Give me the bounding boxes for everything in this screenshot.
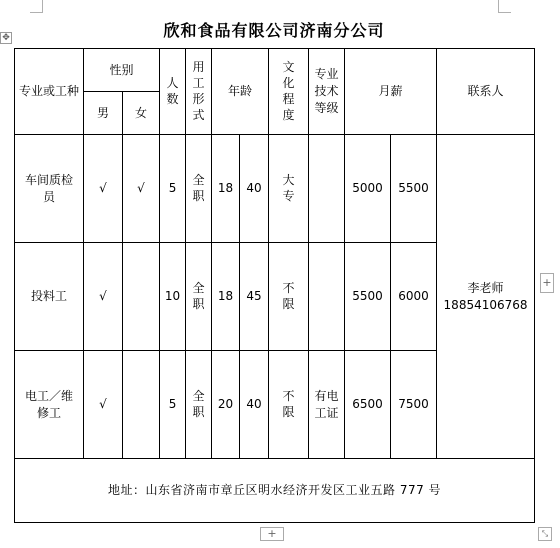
- cell-age-min: 20: [212, 351, 240, 459]
- header-male: 男: [84, 92, 123, 135]
- cell-job: 电工／维修工: [15, 351, 84, 459]
- cell-salary-min: 5000: [345, 135, 391, 243]
- header-employment-type: 用工形式: [186, 49, 212, 135]
- cell-count: 5: [160, 135, 186, 243]
- cell-age-max: 40: [240, 351, 269, 459]
- cell-salary-max: 6000: [391, 243, 437, 351]
- address-cell: [15, 459, 535, 523]
- cell-salary-max: 7500: [391, 351, 437, 459]
- cell-age-max: 45: [240, 243, 269, 351]
- header-tech-level: 专业技术等级: [309, 49, 345, 135]
- header-job: 专业或工种: [15, 49, 84, 135]
- header-salary: 月薪: [345, 49, 437, 135]
- cell-male: √: [84, 351, 123, 459]
- header-contact: 联系人: [437, 49, 535, 135]
- cell-type: 全职: [186, 351, 212, 459]
- table-resize-icon[interactable]: ⤡: [538, 527, 552, 541]
- cell-age-min: 18: [212, 135, 240, 243]
- cell-female: [123, 243, 160, 351]
- cell-type: 全职: [186, 135, 212, 243]
- cell-type: 全职: [186, 243, 212, 351]
- cell-tech: [309, 135, 345, 243]
- cell-age-max: 40: [240, 135, 269, 243]
- address-text: 地址：山东省济南市章丘区明水经济开发区工业五路 777 号: [108, 483, 442, 497]
- table-row: [15, 135, 535, 243]
- table-move-handle-icon[interactable]: ✥: [0, 32, 12, 44]
- add-row-button[interactable]: +: [260, 527, 284, 541]
- contact-phone: 18854106768: [443, 297, 528, 312]
- cell-salary-max: 5500: [391, 135, 437, 243]
- cell-female: [123, 351, 160, 459]
- cell-job: 车间质检员: [15, 135, 84, 243]
- cell-contact: [437, 135, 535, 459]
- cell-male: √: [84, 135, 123, 243]
- header-gender: 性别: [84, 49, 160, 92]
- cell-tech: [309, 243, 345, 351]
- header-education: 文化程度: [269, 49, 309, 135]
- cell-education: 不限: [269, 243, 309, 351]
- cell-education: 大专: [269, 135, 309, 243]
- header-female: 女: [123, 92, 160, 135]
- cell-tech: 有电工证: [309, 351, 345, 459]
- cell-count: 10: [160, 243, 186, 351]
- add-column-button[interactable]: +: [540, 273, 554, 293]
- cell-female: √: [123, 135, 160, 243]
- cell-education: 不限: [269, 351, 309, 459]
- document-title: 欣和食品有限公司济南分公司: [163, 21, 385, 40]
- contact-name: 李老师: [467, 280, 504, 295]
- margin-corner-mark-right: [498, 0, 511, 13]
- cell-count: 5: [160, 351, 186, 459]
- cell-salary-min: 6500: [345, 351, 391, 459]
- cell-male: √: [84, 243, 123, 351]
- cell-age-min: 18: [212, 243, 240, 351]
- header-count: 人数: [160, 49, 186, 135]
- cell-salary-min: 5500: [345, 243, 391, 351]
- recruitment-table: [14, 48, 535, 523]
- margin-corner-mark-left: [30, 0, 43, 13]
- header-age: 年龄: [212, 49, 269, 135]
- cell-job: 投料工: [15, 243, 84, 351]
